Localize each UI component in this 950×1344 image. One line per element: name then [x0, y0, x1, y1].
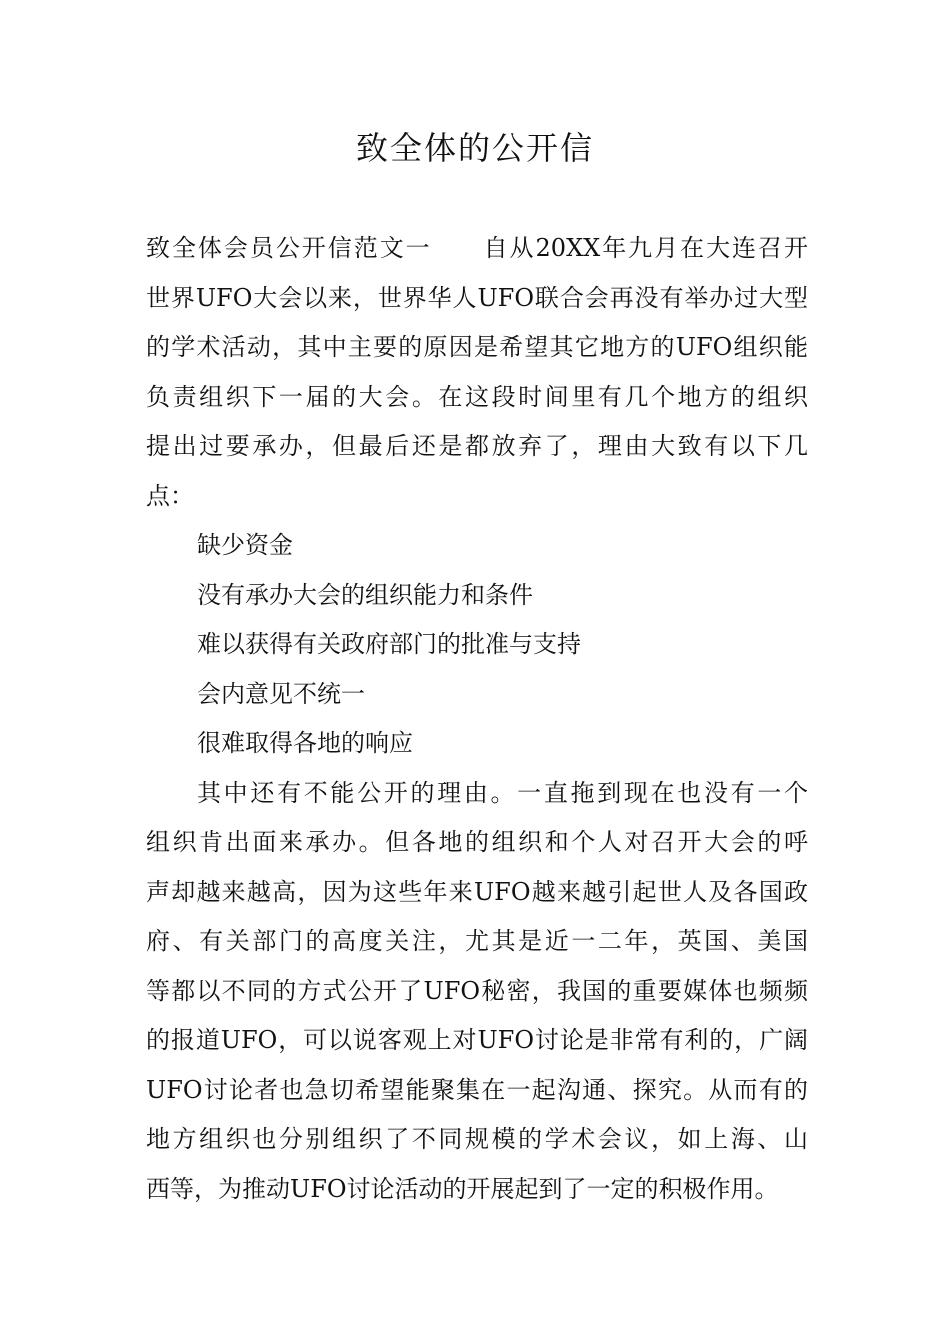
- reason-item: 缺少资金: [197, 531, 293, 559]
- paragraph-1-line-4: 负责组织下一届的大会。在这段时间里有几个地方的组织: [146, 382, 808, 411]
- paragraph-1-line-1: 致全体会员公开信范文一 自从20XX年九月在大连召开: [146, 234, 808, 262]
- paragraph-2-line-8: 地方组织也分别组织了不同规模的学术会议，如上海、山: [146, 1125, 808, 1153]
- paragraph-2-line-5: 等都以不同的方式公开了UFO秘密，我国的重要媒体也频频: [146, 976, 808, 1005]
- paragraph-2-line-9: 西等，为推动UFO讨论活动的开展起到了一定的积极作用。: [146, 1174, 779, 1203]
- reason-item: 很难取得各地的响应: [197, 729, 413, 757]
- paragraph-1-line-2: 世界UFO大会以来，世界华人UFO联合会再没有举办过大型: [146, 283, 808, 312]
- paragraph-1-line-6: 点：: [146, 481, 194, 510]
- reason-item: 没有承办大会的组织能力和条件: [197, 580, 533, 609]
- paragraph-2-line-6: 的报道UFO，可以说客观上对UFO讨论是非常有利的，广阔: [146, 1026, 808, 1054]
- paragraph-1-line-5: 提出过要承办，但最后还是都放弃了，理由大致有以下几: [146, 432, 808, 460]
- paragraph-2-line-1: 其中还有不能公开的理由。一直拖到现在也没有一个: [197, 778, 808, 807]
- document-body: [146, 224, 808, 1214]
- reason-item: 会内意见不统一: [197, 679, 365, 708]
- paragraph-2-line-3: 声却越来越高，因为这些年来UFO越来越引起世人及各国政: [146, 877, 808, 906]
- paragraph-2-line-4: 府、有关部门的高度关注，尤其是近一二年，英国、美国: [146, 927, 808, 955]
- document-title: 致全体的公开信: [355, 129, 594, 167]
- paragraph-2-line-7: UFO讨论者也急切希望能聚集在一起沟通、探究。从而有的: [146, 1075, 808, 1104]
- paragraph-1-line-3: 的学术活动，其中主要的原因是希望其它地方的UFO组织能: [146, 333, 808, 361]
- reason-item: 难以获得有关政府部门的批准与支持: [197, 630, 581, 658]
- paragraph-2-line-2: 组织肯出面来承办。但各地的组织和个人对召开大会的呼: [146, 828, 808, 856]
